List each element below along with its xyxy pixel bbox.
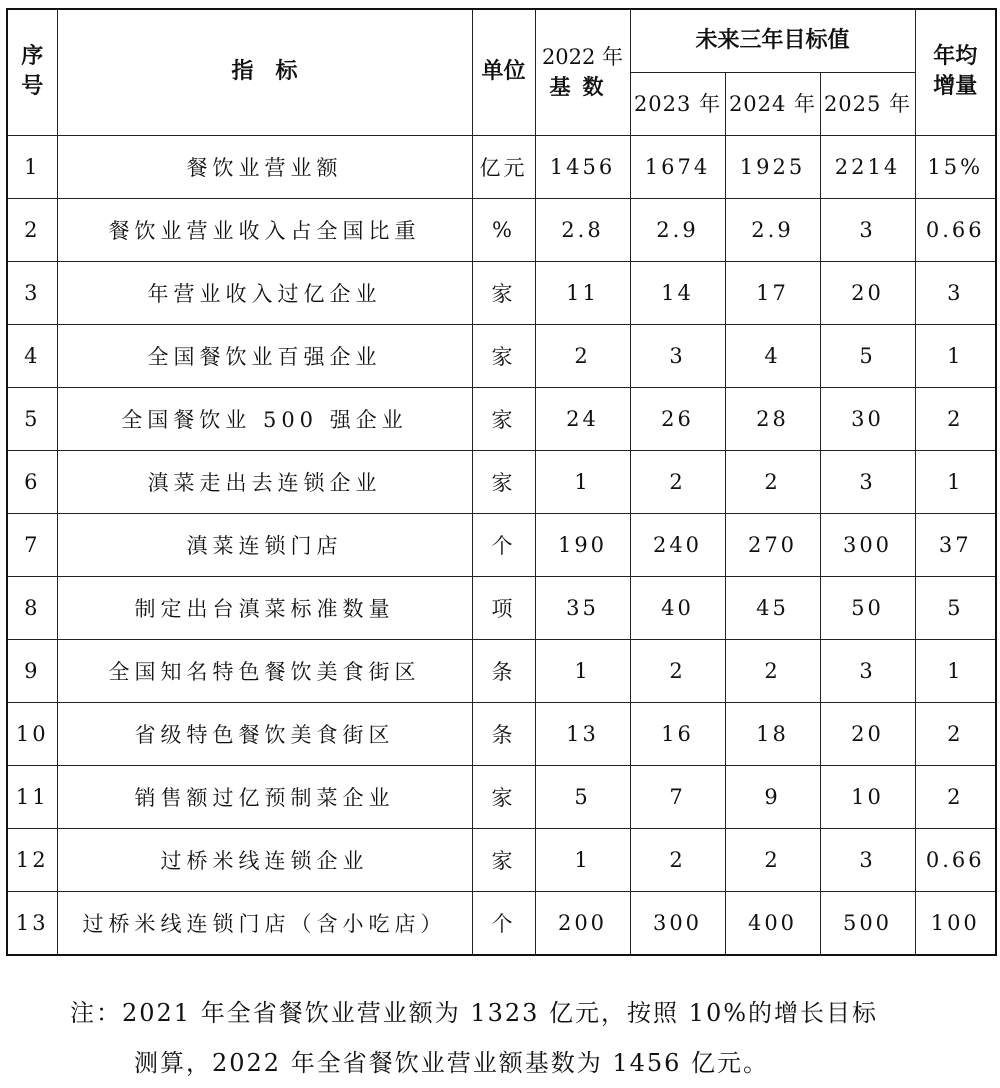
cell-y2025: 20 <box>820 261 915 324</box>
cell-base: 1 <box>535 639 630 702</box>
cell-y2025: 2214 <box>820 135 915 198</box>
cell-unit: 家 <box>472 387 535 450</box>
targets-table <box>6 8 997 956</box>
cell-inc: 37 <box>915 513 996 576</box>
cell-seq: 1 <box>7 135 57 198</box>
table-row <box>7 891 996 955</box>
cell-unit: 项 <box>472 576 535 639</box>
cell-base: 200 <box>535 891 630 955</box>
cell-y2023: 40 <box>630 576 725 639</box>
cell-unit: 家 <box>472 324 535 387</box>
cell-unit: 亿元 <box>472 135 535 198</box>
cell-name: 过桥米线连锁企业 <box>57 828 472 891</box>
cell-inc: 1 <box>915 639 996 702</box>
cell-inc: 1 <box>915 450 996 513</box>
header-annual-increase <box>915 9 996 135</box>
cell-base: 2.8 <box>535 198 630 261</box>
cell-y2023: 3 <box>630 324 725 387</box>
cell-y2024: 400 <box>725 891 820 955</box>
cell-name: 过桥米线连锁门店（含小吃店） <box>57 891 472 955</box>
cell-inc: 2 <box>915 765 996 828</box>
cell-name: 销售额过亿预制菜企业 <box>57 765 472 828</box>
table-row <box>7 198 996 261</box>
table-row <box>7 639 996 702</box>
header-year-2024: 2024 年 <box>725 72 820 135</box>
cell-base: 11 <box>535 261 630 324</box>
cell-inc: 2 <box>915 702 996 765</box>
cell-y2025: 3 <box>820 639 915 702</box>
header-base-year-label: 2022 年 <box>541 45 624 70</box>
cell-base: 5 <box>535 765 630 828</box>
table-row <box>7 261 996 324</box>
cell-y2025: 500 <box>820 891 915 955</box>
cell-seq: 4 <box>7 324 57 387</box>
cell-inc: 0.66 <box>915 198 996 261</box>
cell-unit: 家 <box>472 765 535 828</box>
cell-inc: 1 <box>915 324 996 387</box>
table-row <box>7 576 996 639</box>
cell-y2025: 50 <box>820 576 915 639</box>
cell-name: 全国餐饮业 500 强企业 <box>57 387 472 450</box>
cell-seq: 5 <box>7 387 57 450</box>
cell-name: 制定出台滇菜标准数量 <box>57 576 472 639</box>
cell-y2025: 10 <box>820 765 915 828</box>
cell-inc: 0.66 <box>915 828 996 891</box>
cell-unit: 个 <box>472 891 535 955</box>
cell-y2024: 28 <box>725 387 820 450</box>
cell-y2025: 5 <box>820 324 915 387</box>
cell-seq: 12 <box>7 828 57 891</box>
cell-inc: 3 <box>915 261 996 324</box>
cell-y2025: 30 <box>820 387 915 450</box>
cell-y2024: 4 <box>725 324 820 387</box>
table-row <box>7 387 996 450</box>
cell-unit: 家 <box>472 261 535 324</box>
cell-y2024: 270 <box>725 513 820 576</box>
footnote-line1: 注：2021 年全省餐饮业营业额为 1323 亿元，按照 10%的增长目标 <box>70 999 879 1027</box>
cell-base: 190 <box>535 513 630 576</box>
table-row <box>7 513 996 576</box>
cell-y2025: 3 <box>820 450 915 513</box>
cell-y2023: 300 <box>630 891 725 955</box>
cell-y2024: 17 <box>725 261 820 324</box>
cell-unit: 个 <box>472 513 535 576</box>
cell-y2023: 2 <box>630 639 725 702</box>
cell-seq: 8 <box>7 576 57 639</box>
cell-y2023: 7 <box>630 765 725 828</box>
cell-seq: 2 <box>7 198 57 261</box>
cell-seq: 7 <box>7 513 57 576</box>
cell-name: 餐饮业营业收入占全国比重 <box>57 198 472 261</box>
header-base-year <box>535 9 630 135</box>
cell-seq: 9 <box>7 639 57 702</box>
cell-base: 1456 <box>535 135 630 198</box>
cell-y2024: 2 <box>725 639 820 702</box>
cell-inc: 15% <box>915 135 996 198</box>
cell-name: 全国餐饮业百强企业 <box>57 324 472 387</box>
cell-name: 全国知名特色餐饮美食街区 <box>57 639 472 702</box>
cell-y2023: 1674 <box>630 135 725 198</box>
cell-unit: 条 <box>472 702 535 765</box>
header-annual-increase-label: 年均增量 <box>933 44 978 100</box>
cell-base: 24 <box>535 387 630 450</box>
cell-y2025: 20 <box>820 702 915 765</box>
cell-y2024: 9 <box>725 765 820 828</box>
cell-y2024: 2 <box>725 450 820 513</box>
cell-seq: 3 <box>7 261 57 324</box>
cell-y2023: 2.9 <box>630 198 725 261</box>
cell-unit: 家 <box>472 450 535 513</box>
footnote <box>70 988 995 1088</box>
cell-inc: 5 <box>915 576 996 639</box>
cell-seq: 6 <box>7 450 57 513</box>
header-seq <box>7 9 57 135</box>
table-row <box>7 702 996 765</box>
header-future-group: 未来三年目标值 <box>630 9 915 72</box>
cell-inc: 2 <box>915 387 996 450</box>
cell-y2023: 16 <box>630 702 725 765</box>
cell-y2025: 3 <box>820 198 915 261</box>
cell-unit: 条 <box>472 639 535 702</box>
cell-y2023: 240 <box>630 513 725 576</box>
cell-y2024: 45 <box>725 576 820 639</box>
cell-y2025: 300 <box>820 513 915 576</box>
footnote-line2: 测算，2022 年全省餐饮业营业额基数为 1456 亿元。 <box>134 1049 770 1077</box>
header-year-2023: 2023 年 <box>630 72 725 135</box>
cell-y2025: 3 <box>820 828 915 891</box>
cell-y2024: 2.9 <box>725 198 820 261</box>
cell-base: 35 <box>535 576 630 639</box>
cell-name: 年营业收入过亿企业 <box>57 261 472 324</box>
header-seq-label: 序号 <box>21 44 44 100</box>
table-row <box>7 450 996 513</box>
cell-base: 13 <box>535 702 630 765</box>
cell-name: 省级特色餐饮美食街区 <box>57 702 472 765</box>
cell-base: 2 <box>535 324 630 387</box>
header-base-label: 基数 <box>549 75 616 100</box>
cell-unit: 家 <box>472 828 535 891</box>
cell-unit: % <box>472 198 535 261</box>
cell-y2024: 1925 <box>725 135 820 198</box>
cell-y2023: 26 <box>630 387 725 450</box>
cell-y2023: 2 <box>630 828 725 891</box>
cell-name: 餐饮业营业额 <box>57 135 472 198</box>
cell-y2024: 18 <box>725 702 820 765</box>
cell-seq: 13 <box>7 891 57 955</box>
header-year-2025: 2025 年 <box>820 72 915 135</box>
header-indicator: 指 标 <box>57 9 472 135</box>
cell-base: 1 <box>535 450 630 513</box>
cell-y2023: 2 <box>630 450 725 513</box>
table-row <box>7 828 996 891</box>
table-row <box>7 324 996 387</box>
cell-seq: 10 <box>7 702 57 765</box>
header-unit: 单位 <box>472 9 535 135</box>
cell-y2024: 2 <box>725 828 820 891</box>
cell-y2023: 14 <box>630 261 725 324</box>
cell-name: 滇菜连锁门店 <box>57 513 472 576</box>
table-row <box>7 135 996 198</box>
cell-inc: 100 <box>915 891 996 955</box>
cell-base: 1 <box>535 828 630 891</box>
table-row <box>7 765 996 828</box>
cell-name: 滇菜走出去连锁企业 <box>57 450 472 513</box>
cell-seq: 11 <box>7 765 57 828</box>
